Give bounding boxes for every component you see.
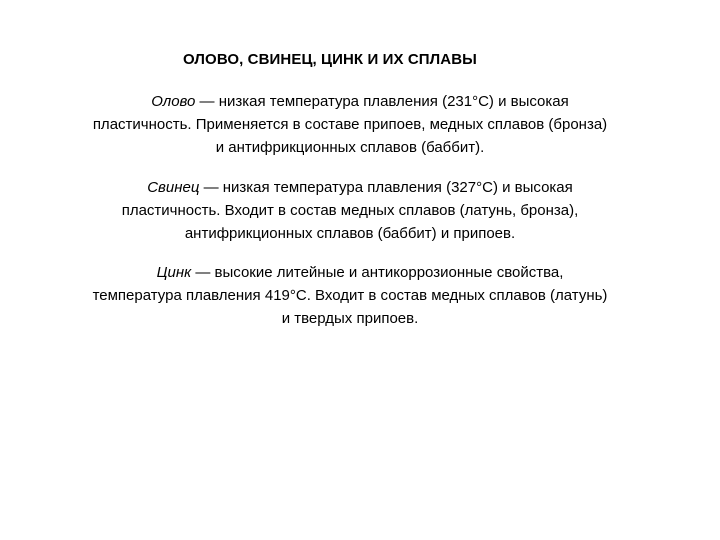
paragraph-line xyxy=(30,90,670,113)
paragraph-line xyxy=(30,176,670,199)
paragraph-line: пластичность. Применяется в составе припоев, медных сплавов (бронза) xyxy=(92,116,608,133)
paragraph-text: — низкая температура плавления (327°С) и высокая xyxy=(199,179,573,196)
paragraph-line: и антифрикционных сплавов (баббит). xyxy=(215,139,485,156)
paragraph-line: антифрикционных сплавов (баббит) и припоев. xyxy=(184,225,516,242)
paragraph-line: и твердых припоев. xyxy=(281,310,419,327)
paragraph-text: — высокие литейные и антикоррозионные свойства, xyxy=(191,264,564,281)
term-lead: Свинец xyxy=(147,179,200,196)
paragraph-line: пластичность. Входит в состав медных сплавов (латунь, бронза), xyxy=(121,202,579,219)
paragraph-tin xyxy=(30,90,670,159)
paragraph-line: температура плавления 419°С. Входит в состав медных сплавов (латунь) xyxy=(92,287,608,304)
paragraph-lead xyxy=(30,176,670,245)
paragraph-line xyxy=(30,261,670,284)
term-zinc: Цинк xyxy=(156,264,192,281)
paragraph-zinc xyxy=(30,261,670,330)
term-tin: Олово xyxy=(151,93,196,110)
paragraph-text: — низкая температура плавления (231°С) и высокая xyxy=(195,93,569,110)
slide-title: ОЛОВО, СВИНЕЦ, ЦИНК И ИХ СПЛАВЫ xyxy=(183,51,477,68)
